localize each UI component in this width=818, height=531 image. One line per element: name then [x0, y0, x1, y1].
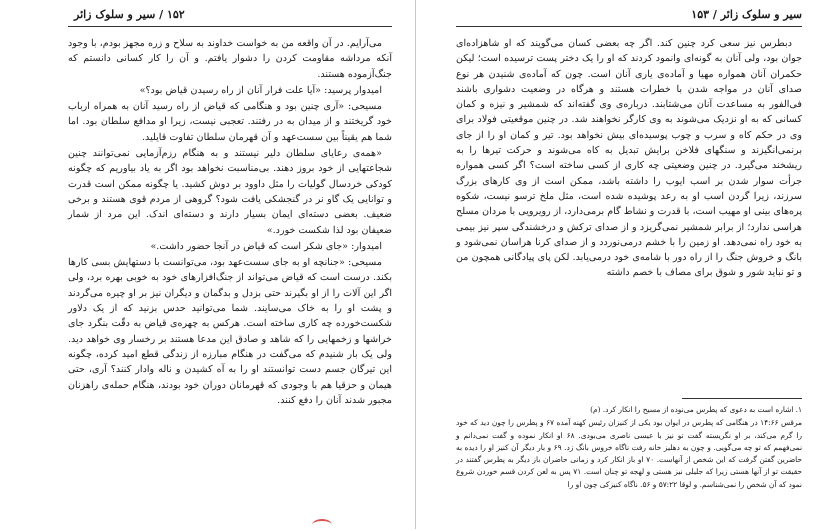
paragraph: مسیحی: «آری چنین بود و هنگامی که قیاض از راه رسید آنان به همراه ارباب خود گریختند و از میدان به در رفتند. تعجبی نیست، زیرا او مدافع سلطان بود. اما شما هم یقیناً بین سست‌عهد و آن قهرمان سلطان تفاوت قایلید. — [68, 101, 392, 143]
footnote-rule — [682, 398, 802, 399]
running-head: ۱۵۲ / سیر و سلوک زائر — [74, 8, 185, 21]
paragraph: دبطرس نیز سعی کرد چنین کند. اگر چه بعضی کسان می‌گویند که او شاهزاده‌ای جوان بود، ولی آنان به گونه‌ای وانمود کردند که او را یک دختر پست ترسیده است؛ لیکن حکمران آنان همواره مهیا و آماده‌ی یاری آنان است. چون که آماده‌ی شنیدن هر نوع صدای آنان در مواجه شدن با خطرات هستند و هرگاه در وضعیت دشواری باشند فی‌الفور به مساعدت آنان می‌شتابند. درباره‌ی وی گفته‌اند که شمشیر و نیزه و کمان کسانی که به او نزدیک می‌شوند به وی کارگر نخواهند شد. در چنین موقعیتی فولاد برای وی در حکم کاه و سرب و چوب پوسیده‌ای بیش نخواهد بود. تیر و کمان او را از جای برنمی‌انگیزند و سنگهای فلاخن برایش تبدیل به کاه می‌شوند و حرکت تیرها را به ریشخند می‌گیرد. در چنین وضعیتی چه کاری از کسی ساخته است؟ اگر کسی همواره جرأت سوار شدن بر اسب ایوب را داشته باشد، ممکن است از وی کارهای بزرگ سرزند، زیرا گردن اسب او به رعد پوشیده شده است، مثل ملخ ترسو نیست، شکوه پره‌های بینی او مهیب است، با قدرت و نشاط گام برمی‌دارد، از رویرویی با مردان مسلح هراسی ندارد؛ از برابر شمشیر نمی‌گریزد و از صدای ترکش و درخشندگی سپر نیز بیمی به خود راه نمی‌دهد. او زمین را با خشم درمی‌نوردد و از صدای کرنا هراسان نمی‌شود و بانگ و خروش جنگ را از راه دور با شامه‌ی خود درمی‌یابد. لکن پای پیادگانی همچون من و تو نباید شور و شوق برای مصاف با خصم داشته — [456, 38, 802, 279]
right-page — [434, 0, 816, 529]
page-header — [434, 8, 816, 26]
running-head: سیر و سلوک زائر / ۱۵۳ — [691, 8, 802, 21]
gutter-divider — [415, 0, 416, 529]
page-header — [8, 8, 400, 26]
paragraph: امیدوار پرسید: «آیا علت فرار آنان از راه رسیدن قیاض بود؟» — [139, 84, 382, 96]
body-text — [68, 36, 392, 409]
footnote: مرقس ۱۴:۶۶ در هنگامی که پطرس در ایوان بود یکی از کنیزان رئیس کهنه آمده ۶۷ و پطرس را چون دید که خود را گرم می‌کند، بر او نگریسته گفت تو نیز با عیسی ناصری می‌بودی. ۶۸ او انکار نموده و گفت نمی‌دانم و نمی‌فهمم که تو چه می‌گویی. و چون به دهلیز خانه رفت ناگاه خروس بانگ زد. ۶۹ و بار دیگر آن کنیز او را دیده به حاضرین گفتن گرفت که این شخص از آنهاست. ۷۰ او باز انکار کرد و زمانی حاضران باز دیگر به پطرس گفتند در حقیقت تو از آنها هستی زیرا که جلیلی نیز هستی و لهجه تو چنان است. ۷۱ پس به لعن کردن قسم خوردن شروع نمود که آن شخص را نمی‌شناسم. و لوقا ۵۷:۲۲ و ۵۶. ناگاه کنیزکی چون او را — [456, 418, 803, 489]
header-rule — [456, 26, 802, 27]
left-page — [8, 0, 400, 529]
paragraph: امیدوار: «جای شکر است که قیاض در آنجا حضور داشت.» — [150, 240, 382, 252]
paragraph: مسیحی: «جنانچه او به جای سست‌عهد بود، می‌توانست با دستهایش بسی کارها بکند. درست است که قیاض می‌تواند از جنگ‌افزارهای خود به خوبی بهره برد، ولی اگر این آلات را از او بگیرند حتی بزدل و بدگمان و دیگران نیز بر او چیره می‌گردند و پشت او را به خاک می‌سایند. شما می‌توانید حدس بزنید که از یک دلاور شکست‌خورده چه کاری ساخته است. هرکس به چهره‌ی قیاض به دقّت بنگرد جای خراشها و زخمهایی را که شاهد و صادق این مدعا هستند بر رخسار وی خواهد دید. ولی یک بار شنیدم که می‌گفت در هنگام مبارزه از زندگی قطع امید کرده، چگونه این تیرگان جسم دست توانستند او را به آه کشیدن و ناله وادار کنند؟ آری، حتی هیمان و حزقیا هم با وجودی که قهرمانان دوران خود بودند، هنگام حمله‌ی راهزنان مجبور شدند آنان را دفع کنند. — [68, 257, 392, 406]
header-rule — [68, 26, 392, 27]
paragraph: می‌آرایم. در آن واقعه من به خواست خداوند به سلاح و زره مجهز بودم، با وجود آنکه مرداشه مقاومت کردن را دشوار یافتم. و آن را کار کسانی دانستم که جنگ‌آزموده هستند. — [68, 38, 392, 80]
footnotes — [456, 398, 802, 492]
red-pen-mark — [312, 519, 332, 531]
paragraph: «همه‌ی رعایای سلطان دلیر نیستند و به هنگام رزم‌آزمایی نمی‌توانند چنین شجاعتهایی از خود بروز دهند. بی‌مناسبت نخواهد بود اگر به یاد بیاوریم که چگونه کودکی خردسال گولیات را مثل داوود بر دوش کشید. یا چگونه ممکن است قدرت و توانایی یک گاو نر در گنجشکی یافت شود؟ گروهی از مردم قوی هستند و برخی ضعیف. بعضی دسته‌ای ایمان بسیار دارند و دسته‌ای اندک. این مرد از شمار ضعیفان بود لذا شکست خورد.» — [68, 148, 392, 236]
footnote: ۱. اشاره است به دعوی که پطرس می‌نوده از مسیح را انکار کرد. (م) — [590, 405, 802, 414]
body-text — [456, 36, 802, 282]
